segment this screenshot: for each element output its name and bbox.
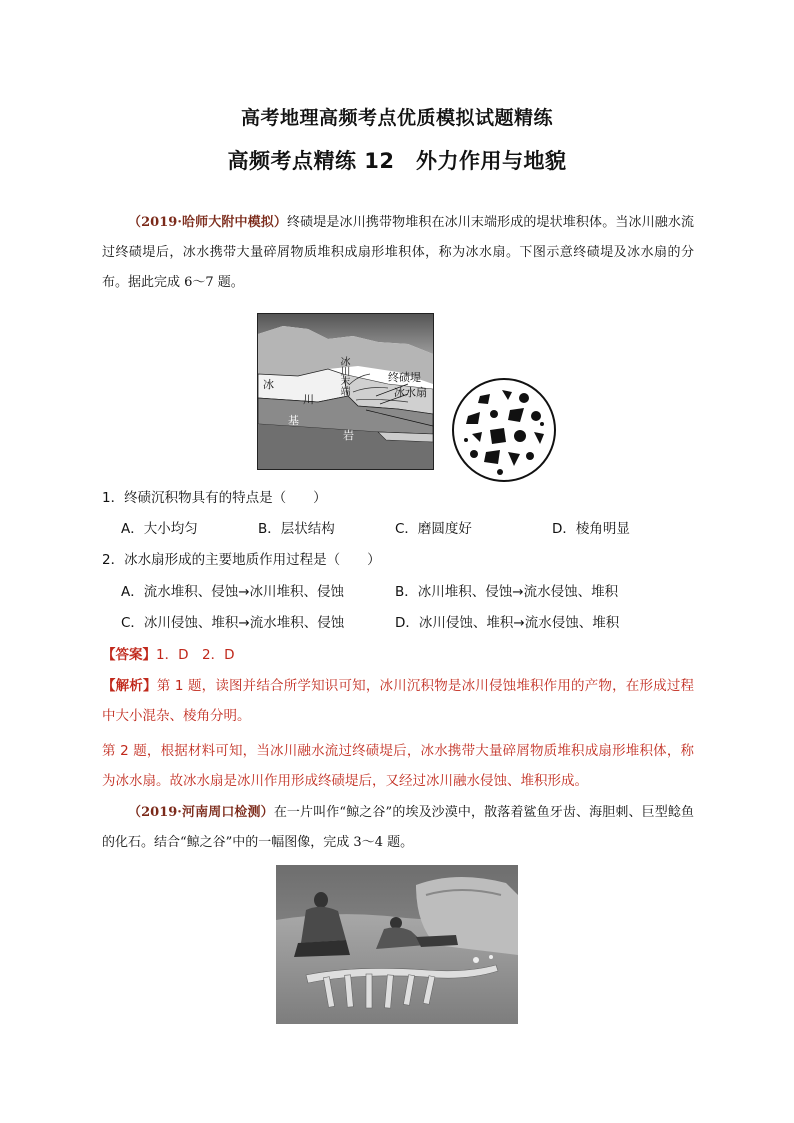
label-bedrock-1: 基 [288, 414, 299, 427]
label-glacier-2: 川 [303, 393, 314, 406]
question-1-option-c: C．磨圆度好 [395, 521, 472, 537]
label-outwash-fan: 冰水扇 [394, 386, 427, 399]
question-1-option-d: D．棱角明显 [552, 521, 630, 537]
question-2-option-c: C．冰川侵蚀、堆积→流水堆积、侵蚀 [121, 615, 345, 631]
passage-2-source: （2019·河南周口检测） [128, 805, 274, 820]
analysis-block [102, 671, 694, 731]
whale-valley-photo-drawing [276, 865, 518, 1024]
question-2-option-b: B．冰川堆积、侵蚀→流水侵蚀、堆积 [395, 584, 619, 600]
passage-2 [102, 798, 694, 858]
whale-valley-photo [276, 865, 518, 1024]
analysis-p2: 第 2 题，根据材料可知，当冰川融水流过终碛堤后，冰水携带大量碎屑物质堆积成扇形堆积体，称为冰水扇。故冰水扇是冰川作用形成终碛堤后，又经过冰川融水侵蚀、堆积形成。 [102, 743, 694, 789]
analysis-p1: 第 1 题，读图并结合所学知识可知，冰川沉积物是冰川侵蚀堆积作用的产物，在形成过程中大小混杂、棱角分明。 [102, 678, 695, 724]
passage-2-text: 在一片叫作“鲸之谷”的埃及沙漠中，散落着鲨鱼牙齿、海胆刺、巨型鲶鱼的化石。结合“鲸之谷”中的一幅图像，完成 3～4 题。 [102, 805, 694, 850]
question-1-stem: 1．终碛沉积物具有的特点是（ ） [102, 490, 327, 506]
question-1-option-a: A．大小均匀 [121, 521, 198, 537]
question-2-option-a: A．流水堆积、侵蚀→冰川堆积、侵蚀 [121, 584, 345, 600]
label-terminal-moraine: 终碛堤 [388, 371, 421, 384]
question-1-option-b: B．层状结构 [258, 521, 335, 537]
question-2-option-d: D．冰川侵蚀、堆积→流水侵蚀、堆积 [395, 615, 620, 631]
answer-label: 【答案】 [102, 647, 156, 663]
passage-1-text: 终碛堤是冰川携带物堆积在冰川末端形成的堤状堆积体。当冰川融水流过终碛堤后，冰水携带大量碎屑物质堆积成扇形堆积体，称为冰水扇。下图示意终碛堤及冰水扇的分布。据此完成 6～7 题。 [102, 215, 694, 290]
moraine-diagram [257, 313, 434, 470]
label-bedrock-2: 岩 [343, 429, 354, 442]
label-glacier-end: 冰川末端 [338, 356, 349, 396]
passage-1-source: （2019·哈师大附中模拟） [128, 215, 288, 230]
question-2-stem: 2．冰水扇形成的主要地质作用过程是（ ） [102, 552, 381, 568]
answer-text: 1．D 2．D [156, 647, 235, 663]
label-glacier-1: 冰 [263, 378, 274, 391]
page-title-series: 高考地理高频考点优质模拟试题精练 [240, 107, 553, 129]
passage-1 [102, 208, 694, 298]
page-title-topic: 高频考点精练 12 外力作用与地貌 [227, 149, 567, 173]
sediment-magnifier [450, 376, 558, 484]
answer-block [102, 640, 694, 670]
analysis-label: 【解析】 [102, 678, 157, 694]
